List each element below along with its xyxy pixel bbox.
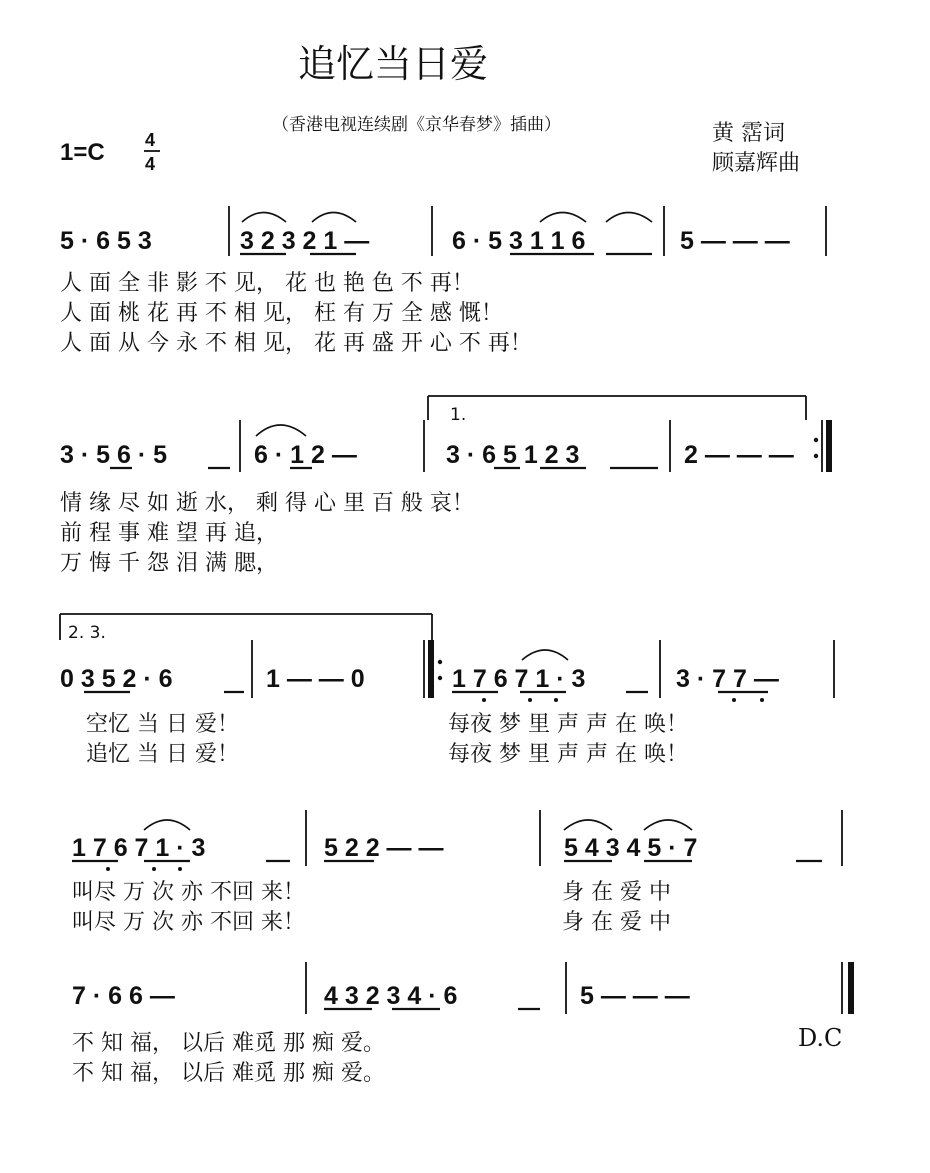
svg-text:3 2 3 2 1 —: 3 2 3 2 1 —	[240, 227, 370, 255]
system-5-notes	[72, 962, 851, 1014]
system-5	[72, 962, 851, 1086]
time-signature-top: 4	[145, 130, 156, 150]
system-1-lyric-2: 人 面 桃 花 再 不 相 见， 枉 有 万 全 感 慨！	[60, 301, 503, 326]
system-2-notes	[60, 420, 829, 472]
svg-text:3 · 6 5 1 2 3: 3 · 6 5 1 2 3	[446, 441, 580, 469]
system-1-lyric-1: 人 面 全 非 影 不 见， 花 也 艳 色 不 再！	[60, 271, 474, 296]
system-4-lyric-1b: 身 在 爱 中	[562, 880, 671, 905]
svg-text:1 7 6 7 1 · 3: 1 7 6 7 1 · 3	[72, 834, 206, 862]
system-3-lyric-1b: 每夜 梦 里 声 声 在 唤！	[448, 712, 688, 737]
svg-text:5 — — —: 5 — — —	[580, 982, 690, 1010]
svg-text:3 · 5 6 · 5: 3 · 5 6 · 5	[60, 441, 167, 469]
system-4-lyric-1a: 叫尽 万 次 亦 不回 来！	[72, 880, 305, 905]
time-signature-bottom: 4	[145, 154, 156, 174]
composer-credit: 顾嘉辉曲	[712, 151, 801, 176]
svg-text:6 · 1 2 —: 6 · 1 2 —	[254, 441, 357, 469]
system-5-lyric-2: 不 知 福， 以后 难觅 那 痴 爱。	[72, 1061, 385, 1086]
system-3	[60, 614, 834, 767]
system-4-lyric-2b: 身 在 爱 中	[562, 910, 671, 935]
volta-2-3-label: 2. 3.	[68, 623, 106, 643]
svg-text:2 — — —: 2 — — —	[684, 441, 794, 469]
subtitle: （香港电视连续剧《京华春梦》插曲）	[272, 115, 561, 135]
system-2	[60, 396, 829, 576]
system-1	[60, 206, 826, 356]
system-2-lyric-1: 情 缘 尽 如 逝 水， 剩 得 心 里 百 般 哀！	[60, 491, 474, 516]
svg-text:5 2 2 — —: 5 2 2 — —	[324, 834, 444, 862]
svg-text:5 · 6 5 3: 5 · 6 5 3	[60, 227, 152, 255]
svg-text:0 3 5 2 · 6: 0 3 5 2 · 6	[60, 665, 173, 693]
lyricist-credit: 黄 霑词	[712, 121, 785, 146]
system-5-lyric-1: 不 知 福， 以后 难觅 那 痴 爱。	[72, 1031, 385, 1056]
svg-text:1 7 6 7 1 · 3: 1 7 6 7 1 · 3	[452, 665, 586, 693]
key-signature: 1=C	[60, 139, 105, 166]
system-3-notes	[60, 640, 834, 702]
system-4-notes	[72, 810, 842, 871]
svg-text:1 — — 0: 1 — — 0	[266, 665, 365, 693]
system-2-lyric-3: 万 悔 千 怨 泪 满 腮，	[60, 551, 278, 576]
system-2-lyric-2: 前 程 事 难 望 再 追，	[60, 521, 278, 546]
system-1-notes	[60, 206, 826, 256]
system-3-lyric-1a: 空忆 当 日 爱！	[86, 712, 239, 737]
system-4-lyric-2a: 叫尽 万 次 亦 不回 来！	[72, 910, 305, 935]
svg-text:5 — — —: 5 — — —	[680, 227, 790, 255]
system-3-lyric-2a: 追忆 当 日 爱！	[86, 742, 239, 767]
system-3-lyric-2b: 每夜 梦 里 声 声 在 唤！	[448, 742, 688, 767]
volta-1-label: 1.	[450, 405, 467, 425]
system-4	[72, 810, 842, 935]
system-1-lyric-3: 人 面 从 今 永 不 相 见， 花 再 盛 开 心 不 再！	[60, 331, 532, 356]
svg-text:3 · 7 7 —: 3 · 7 7 —	[676, 665, 779, 693]
svg-text:6 · 5 3 1 1 6: 6 · 5 3 1 1 6	[452, 227, 586, 255]
song-title: 追忆当日爱	[298, 42, 489, 86]
svg-text:7 · 6 6 —: 7 · 6 6 —	[72, 982, 175, 1010]
svg-text:5 4 3 4 5 · 7: 5 4 3 4 5 · 7	[564, 834, 698, 862]
dc-marking: D.C	[798, 1024, 843, 1052]
svg-text:4 3 2 3 4 · 6: 4 3 2 3 4 · 6	[324, 982, 458, 1010]
